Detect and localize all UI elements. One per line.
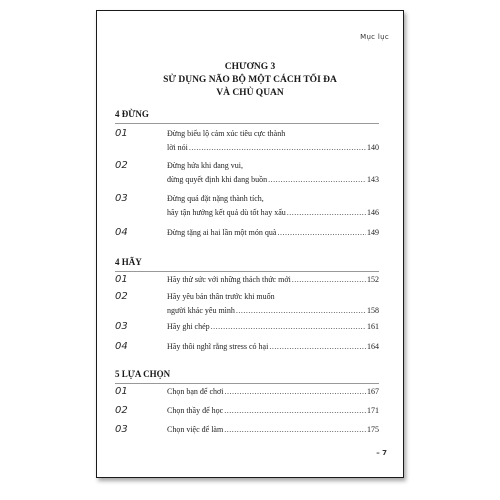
page-number: 164 [367, 342, 379, 351]
section-divider [115, 271, 379, 272]
footer-dash: – [376, 449, 383, 457]
section-title: 4 ĐỪNG [115, 109, 149, 119]
entry-number: 03 [115, 424, 128, 435]
entry-number: 04 [115, 227, 128, 238]
entry-title: Hãy thôi nghĩ rằng stress có hại [167, 342, 269, 351]
page-number: 146 [367, 208, 379, 217]
page-number: 143 [367, 175, 379, 184]
dot-leader [224, 423, 366, 437]
entry-title: Đừng tặng ai hai lần một món quà [167, 228, 277, 237]
entry-title: Chọn bạn để chơi [167, 387, 224, 396]
entry-title-line2: người khác yêu mình [167, 306, 235, 315]
page-number: 149 [367, 228, 379, 237]
dot-leader [224, 404, 366, 418]
entry-number: 01 [115, 386, 128, 397]
entry-number: 03 [115, 321, 128, 332]
page-number: 152 [367, 275, 379, 284]
dot-leader [236, 304, 366, 318]
entry-title-line2: đừng quyết định khi đang buồn [167, 175, 268, 184]
chapter-label: CHƯƠNG 3 [224, 62, 276, 72]
page-number: 158 [367, 306, 379, 315]
page-number: 140 [367, 143, 379, 152]
dot-leader [224, 385, 366, 399]
page-number: 171 [367, 406, 379, 415]
page-number: 167 [367, 387, 379, 396]
dot-leader [211, 320, 366, 334]
entry-number: 04 [115, 341, 128, 352]
book-page [96, 10, 404, 478]
entry-number: 02 [115, 291, 128, 302]
entry-title: Hãy thử sức với những thách thức mới [167, 275, 291, 284]
page-number: 161 [367, 322, 379, 331]
entry-title-line1: Đừng hứa khi đang vui, [167, 161, 243, 170]
entry-title: Chọn thầy để học [167, 406, 224, 415]
dot-leader [268, 173, 366, 187]
entry-number: 01 [115, 274, 128, 285]
dot-leader [189, 141, 366, 155]
entry-number: 01 [115, 128, 128, 139]
entry-number: 02 [115, 405, 128, 416]
entry-title-line1: Đừng biểu lộ cảm xúc tiêu cực thành [167, 129, 286, 138]
dot-leader [292, 273, 366, 287]
section-title: 4 HÃY [115, 257, 142, 267]
page-footer [376, 449, 387, 457]
entry-title-line1: Đừng quá đặt nặng thành tích, [167, 194, 264, 203]
entry-number: 03 [115, 193, 128, 204]
section-title: 5 LỰA CHỌN [115, 369, 171, 379]
entry-title-line2: lời nói [167, 143, 188, 152]
dot-leader [269, 340, 366, 354]
entry-title-line2: hãy tận hưởng kết quả dù tốt hay xấu [167, 208, 286, 217]
entry-title: Hãy ghi chép [167, 322, 210, 331]
entry-number: 02 [115, 160, 128, 171]
entry-title: Chọn việc để làm [167, 425, 224, 434]
folio-number: 7 [382, 449, 387, 457]
entry-title-line1: Hãy yêu bản thân trước khi muốn [167, 292, 275, 301]
section-divider [115, 383, 379, 384]
dot-leader [287, 206, 366, 220]
chapter-heading [97, 61, 403, 100]
page-number: 175 [367, 425, 379, 434]
dot-leader [277, 226, 366, 240]
chapter-title-line1: SỬ DỤNG NÃO BỘ MỘT CÁCH TỐI ĐA [163, 75, 337, 85]
section-divider [115, 123, 379, 124]
chapter-title-line2: VÀ CHỦ QUAN [216, 88, 284, 98]
running-header: Mục lục [360, 33, 389, 41]
